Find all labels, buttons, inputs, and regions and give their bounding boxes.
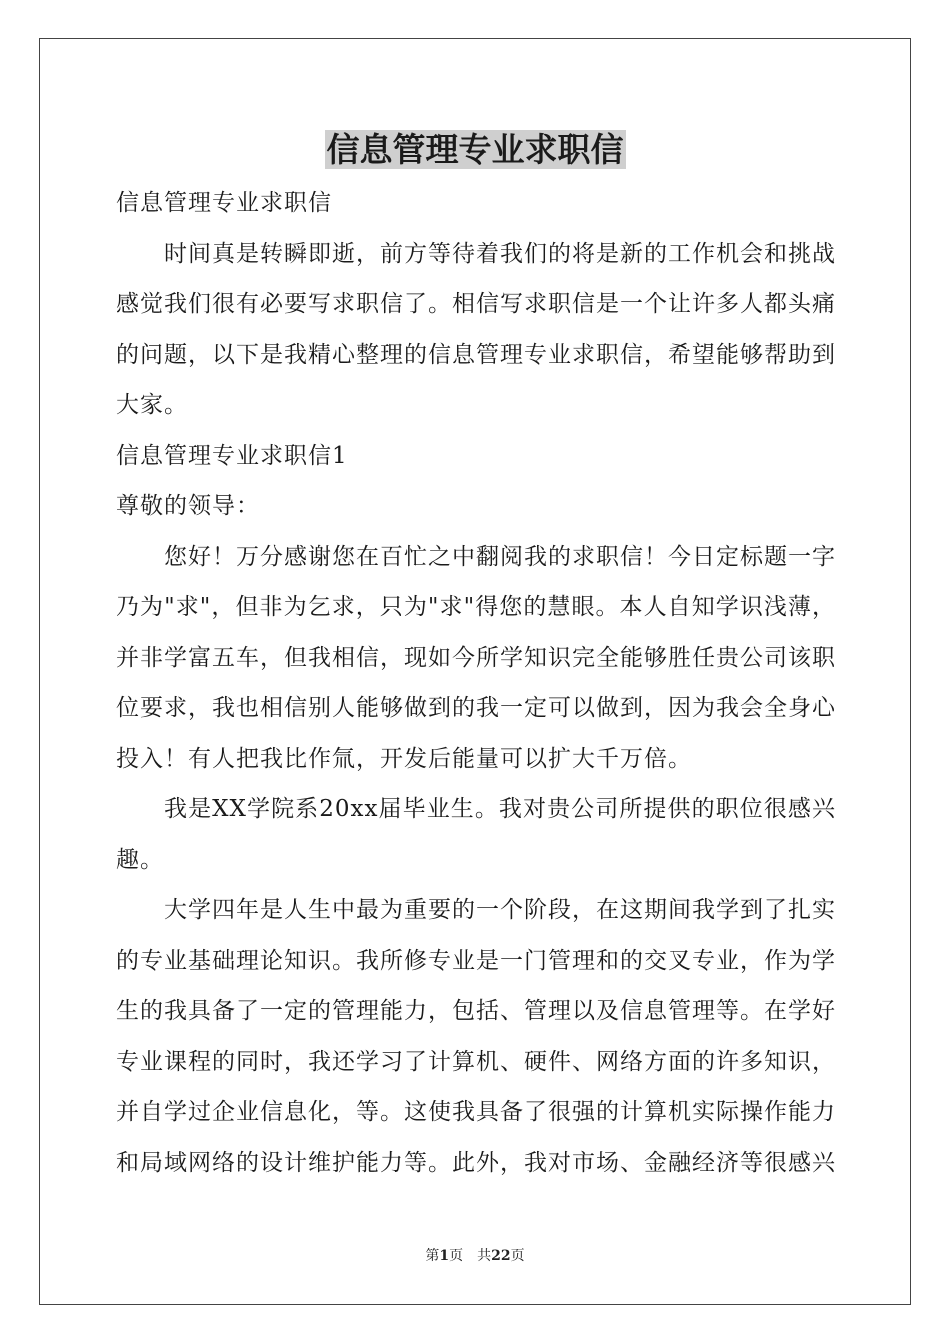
paragraph: 信息管理专业求职信1 <box>116 442 348 469</box>
total-suffix: 页 <box>510 1248 525 1264</box>
page-number: 1 <box>439 1248 450 1264</box>
total-pages: 22 <box>491 1248 511 1264</box>
document-title-text: 信息管理专业求职信 <box>326 130 624 169</box>
page-prefix: 第 <box>425 1248 440 1264</box>
paragraph: 时间真是转瞬即逝，前方等待着我们的将是新的工作机会和挑战感觉我们很有必要写求职信了。相信写求职信是一个让许多人都头痛的问题，以下是我精心整理的信息管理专业求职信，希望能够帮助到大家。 <box>116 240 836 418</box>
page-suffix: 页 <box>449 1248 464 1264</box>
page-footer <box>0 1246 950 1266</box>
document-body <box>116 178 836 1188</box>
paragraph: 尊敬的领导： <box>116 493 260 519</box>
document-title <box>0 128 950 172</box>
paragraph: 我是XX学院系20xx届毕业生。我对贵公司所提供的职位很感兴趣。 <box>116 796 836 873</box>
paragraph: 信息管理专业求职信 <box>116 190 332 216</box>
paragraph: 大学四年是人生中最为重要的一个阶段，在这期间我学到了扎实的专业基础理论知识。我所修专业是一门管理和的交叉专业，作为学生的我具备了一定的管理能力，包括、管理以及信息管理等。在学好专业课程的同时，我还学习了计算机、硬件、网络方面的许多知识，并自学过企业信息化，等。这使我具备了很强的计算机实际操作能力和局域网络的设计维护能力等。此外，我对市场、金融经济等很感兴 <box>116 897 836 1176</box>
paragraph: 您好！万分感谢您在百忙之中翻阅我的求职信！今日定标题一字乃为"求"，但非为乞求，只为"求"得您的慧眼。本人自知学识浅薄，并非学富五车，但我相信，现如今所学知识完全能够胜任贵公司该职位要求，我也相信别人能够做到的我一定可以做到，因为我会全身心投入！有人把我比作氚，开发后能量可以扩大千万倍。 <box>116 543 836 772</box>
total-prefix: 共 <box>477 1248 492 1264</box>
